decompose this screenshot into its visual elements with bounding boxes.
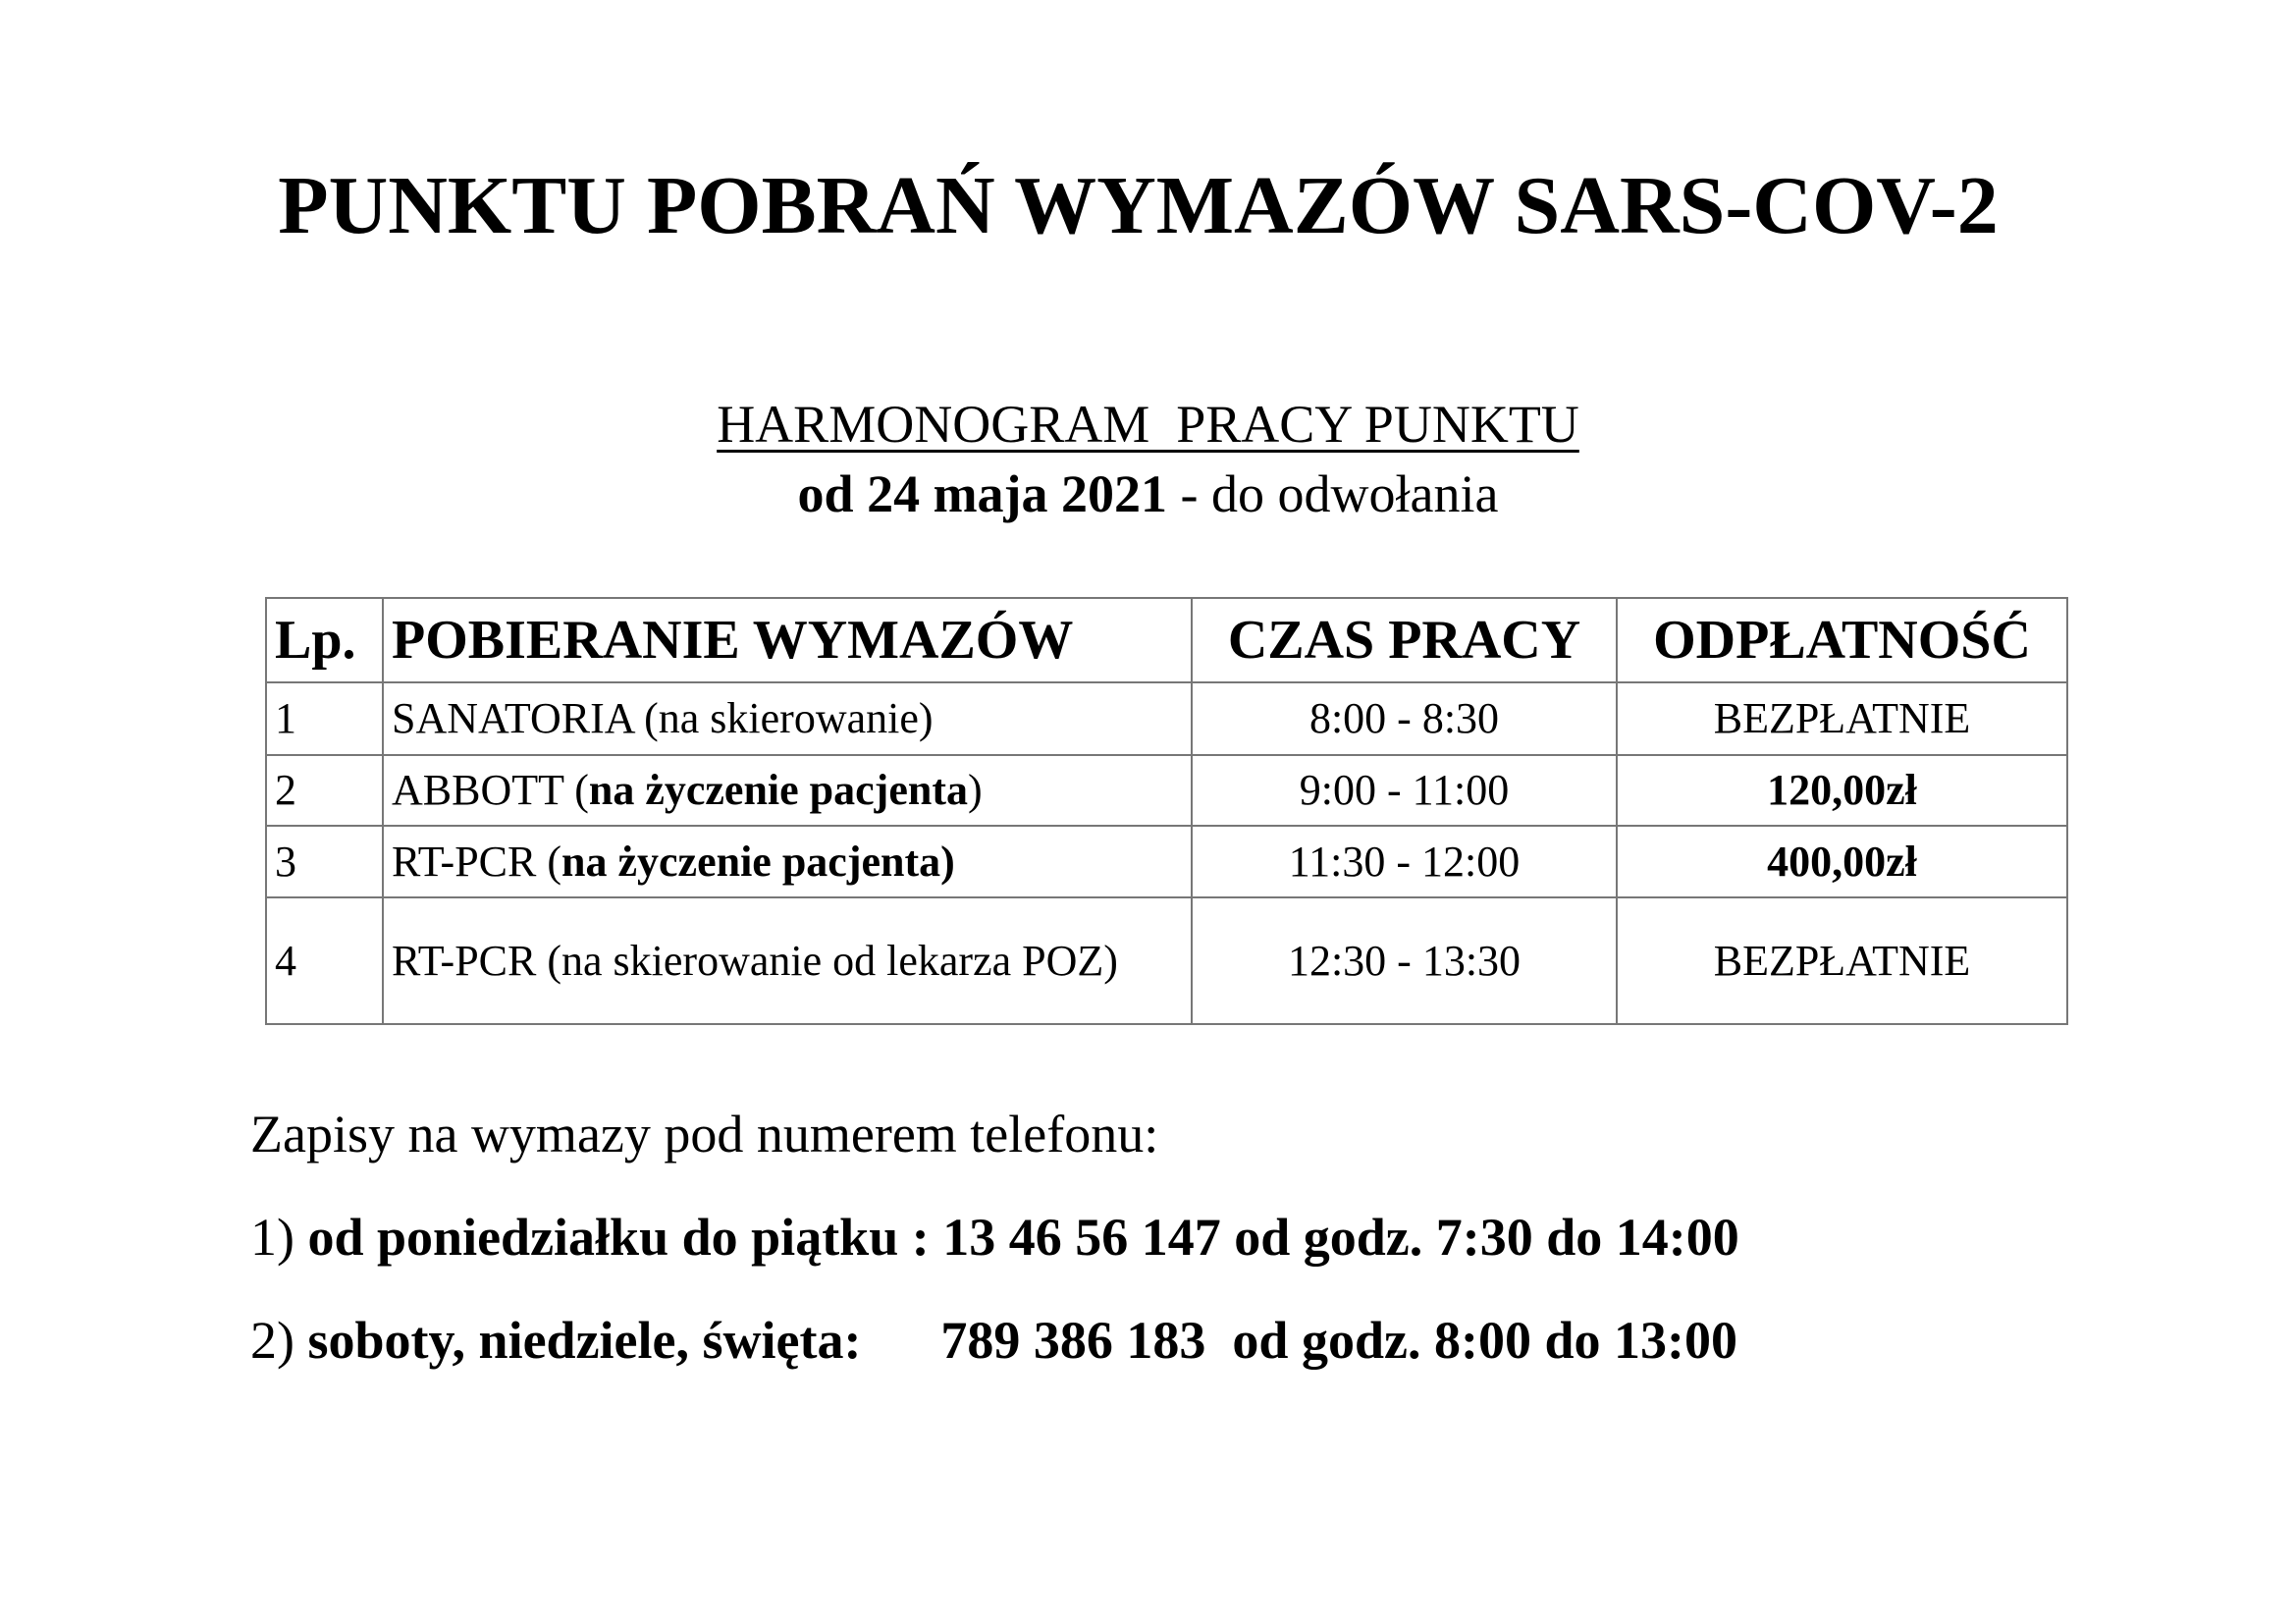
row-fee: 120,00zł: [1617, 755, 2067, 826]
row-lp: 1: [266, 682, 383, 755]
row-swab-type: [383, 897, 1192, 1024]
row-fee: 400,00zł: [1617, 826, 2067, 897]
row-swab-type-text: ABBOTT (: [392, 766, 589, 814]
contact-line-details: od poniedziałku do piątku : 13 46 56 147 od godz. 7:30 do 14:00: [307, 1208, 1739, 1267]
row-working-hours: 8:00 - 8:30: [1192, 682, 1617, 755]
schedule-end-note: - do odwołania: [1167, 464, 1499, 523]
contact-line-number: 1): [250, 1208, 308, 1267]
row-fee: BEZPŁATNIE: [1617, 682, 2067, 755]
schedule-table: [265, 597, 2068, 1025]
row-swab-type-text: SANATORIA (na skierowanie): [392, 694, 934, 742]
row-swab-type: [383, 682, 1192, 755]
table-header-row: [266, 598, 2067, 682]
row-lp: 3: [266, 826, 383, 897]
header-working-hours: CZAS PRACY: [1192, 598, 1617, 682]
row-swab-type-suffix: ): [967, 766, 983, 814]
row-swab-type-text: RT-PCR (na skierowanie od lekarza POZ): [392, 936, 1118, 985]
row-swab-type: [383, 826, 1192, 897]
row-fee: BEZPŁATNIE: [1617, 897, 2067, 1024]
schedule-heading-text: HARMONOGRAM PRACY PUNKTU: [717, 395, 1579, 454]
header-fee: ODPŁATNOŚĆ: [1617, 598, 2067, 682]
document-title: PUNKTU POBRAŃ WYMAZÓW SARS-COV-2: [278, 160, 1999, 251]
row-swab-type: [383, 755, 1192, 826]
table-row: [266, 826, 2067, 897]
row-swab-type-text: RT-PCR (: [392, 837, 562, 886]
contact-line-details: soboty, niedziele, święta: 789 386 183 od godz. 8:00 do 13:00: [307, 1311, 1737, 1370]
table-row: [266, 755, 2067, 826]
row-lp: 4: [266, 897, 383, 1024]
schedule-start-date: od 24 maja 2021: [797, 464, 1168, 523]
row-swab-type-emphasis: na życzenie pacjenta): [561, 837, 955, 886]
row-swab-type-emphasis: na życzenie pacjenta: [588, 766, 968, 814]
table-row: [266, 897, 2067, 1024]
header-lp: Lp.: [266, 598, 383, 682]
contact-line-weekdays: [250, 1203, 1739, 1272]
contact-intro: Zapisy na wymazy pod numerem telefonu:: [250, 1105, 1159, 1164]
contact-line-weekends: [250, 1306, 1737, 1375]
schedule-date-range: [0, 460, 2296, 528]
row-working-hours: 11:30 - 12:00: [1192, 826, 1617, 897]
schedule-heading: [0, 390, 2296, 459]
header-swab-type: POBIERANIE WYMAZÓW: [383, 598, 1192, 682]
row-lp: 2: [266, 755, 383, 826]
contact-line-number: 2): [250, 1311, 308, 1370]
row-working-hours: 9:00 - 11:00: [1192, 755, 1617, 826]
table-row: [266, 682, 2067, 755]
row-working-hours: 12:30 - 13:30: [1192, 897, 1617, 1024]
